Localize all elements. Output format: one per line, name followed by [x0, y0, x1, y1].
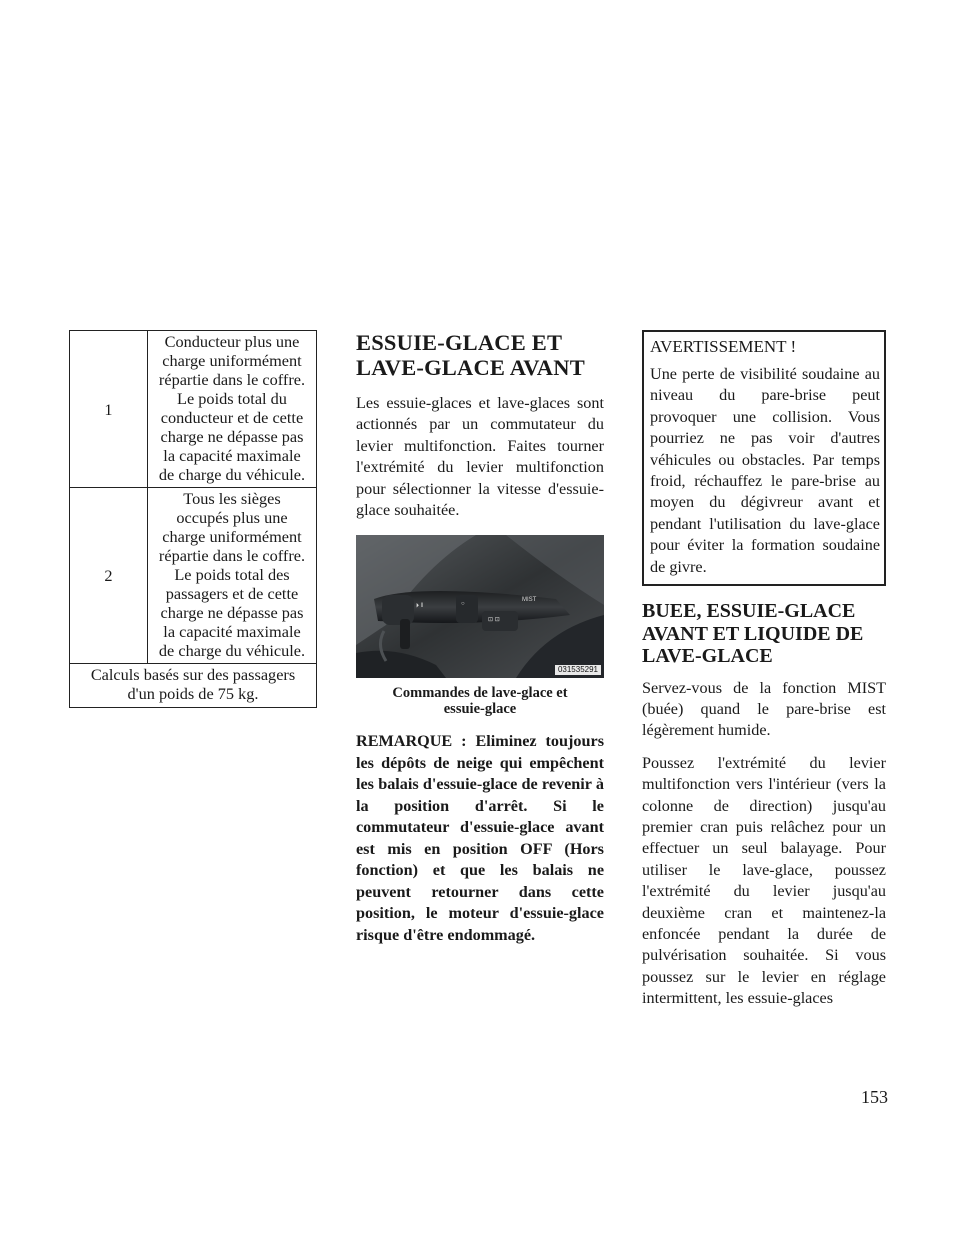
- caption-line: Commandes de lave-glace et: [392, 685, 568, 702]
- mist-heading: [642, 600, 886, 668]
- desc-line: charge uniformément: [162, 351, 302, 370]
- desc-line: charge uniformément: [162, 527, 302, 546]
- heading-line: BUEE, ESSUIE-GLACE: [642, 600, 856, 623]
- load-table: [69, 330, 317, 708]
- heading-line: ESSUIE-GLACE ET: [356, 330, 563, 355]
- table-footer-row: [70, 664, 317, 708]
- desc-line: la capacité maximale: [163, 622, 301, 641]
- desc-line: la capacité maximale: [163, 446, 301, 465]
- warning-title: AVERTISSEMENT !: [650, 337, 797, 356]
- row-number: 1: [70, 331, 148, 488]
- svg-text:⏵ ‖: ⏵ ‖: [416, 603, 424, 610]
- desc-line: occupés plus une: [176, 508, 288, 527]
- desc-line: conducteur et de cette: [160, 408, 304, 427]
- table-footnote: [70, 664, 317, 708]
- desc-line: répartie dans le coffre.: [158, 370, 306, 389]
- desc-line: Conducteur plus une: [164, 332, 300, 351]
- page-number: 153: [861, 1087, 888, 1107]
- warning-text: Une perte de visibilité soudaine au niveau du pare-brise peut provoquer une collision. Vous pourriez ne pas voir d'autres véhicules ou obstacles. Par temps froid, réchauffez le pare-brise au moyen du dégivreur avant et pendant l'utilisation du lave-glace pour éviter la formation soudaine de givre.: [650, 365, 880, 576]
- intro-paragraph: Les essuie-glaces et lave-glaces sont actionnés par un commutateur du levier multifonction. Faites tourner l'extrémité du levier multifonction pour sélectionner la vitesse d'essuie-glace souhaitée.: [356, 394, 604, 520]
- mist-paragraph-2: Poussez l'extrémité du levier multifonction vers l'intérieur (vers la colonne de direction) jusqu'au premier cran puis relâchez pour un effectuer un seul balayage. Pour utiliser le lave-glace, poussez l'extrémité du levier jusqu'au deuxième cran et maintenez-la enfoncée pendant la durée de pulvérisation souhaitée. Si vous poussez sur le levier en réglage intermittent, les essuie-glaces: [642, 753, 886, 1008]
- desc-line: Le poids total du: [177, 389, 287, 408]
- row-description: [148, 488, 317, 664]
- svg-text:⊡ ⊡: ⊡ ⊡: [488, 617, 500, 624]
- mist-paragraph-1: Servez-vous de la fonction MIST (buée) quand le pare-brise est légèrement humide.: [642, 678, 886, 740]
- row-number: 2: [70, 488, 148, 664]
- svg-text:○: ○: [461, 601, 465, 608]
- desc-line: de charge du véhicule.: [158, 465, 306, 484]
- photo-caption: [366, 685, 594, 717]
- wipers-section: [356, 330, 604, 946]
- row-description: [148, 331, 317, 488]
- warning-box: [642, 330, 886, 586]
- note-paragraph: REMARQUE : Eliminez toujours les dépôts de neige qui empêchent les balais d'essuie-glace de revenir à la position d'arrêt. Si le commutateur d'essuie-glace avant est mis en position OFF (Hors fonction) et que les balais ne peuvent retourner dans cette position, le moteur d'essuie-glace risque d'être endommagé.: [356, 732, 604, 944]
- wiper-lever-illustration: [356, 535, 604, 678]
- heading-line: LAVE-GLACE AVANT: [356, 355, 585, 380]
- wiper-lever-photo: [356, 535, 604, 678]
- table-row: [70, 488, 317, 664]
- desc-line: répartie dans le coffre.: [158, 546, 306, 565]
- desc-line: de charge du véhicule.: [158, 641, 306, 660]
- footnote-line: d'un poids de 75 kg.: [127, 684, 259, 703]
- desc-line: Le poids total des: [174, 565, 290, 584]
- section-heading: [356, 330, 604, 380]
- footnote-line: Calculs basés sur des passagers: [90, 665, 296, 684]
- caption-line: essuie-glace: [443, 701, 517, 718]
- svg-text:MIST: MIST: [522, 597, 537, 604]
- photo-reference-code: 031535291: [555, 665, 601, 675]
- heading-line: AVANT ET LIQUIDE DE: [642, 622, 864, 645]
- heading-line: LAVE-GLACE: [642, 645, 773, 668]
- desc-line: passagers et de cette: [165, 584, 299, 603]
- desc-line: charge ne dépasse pas: [160, 427, 304, 446]
- right-column: [642, 330, 886, 1021]
- desc-line: Tous les sièges: [183, 489, 281, 508]
- table-row: [70, 331, 317, 488]
- desc-line: charge ne dépasse pas: [160, 603, 304, 622]
